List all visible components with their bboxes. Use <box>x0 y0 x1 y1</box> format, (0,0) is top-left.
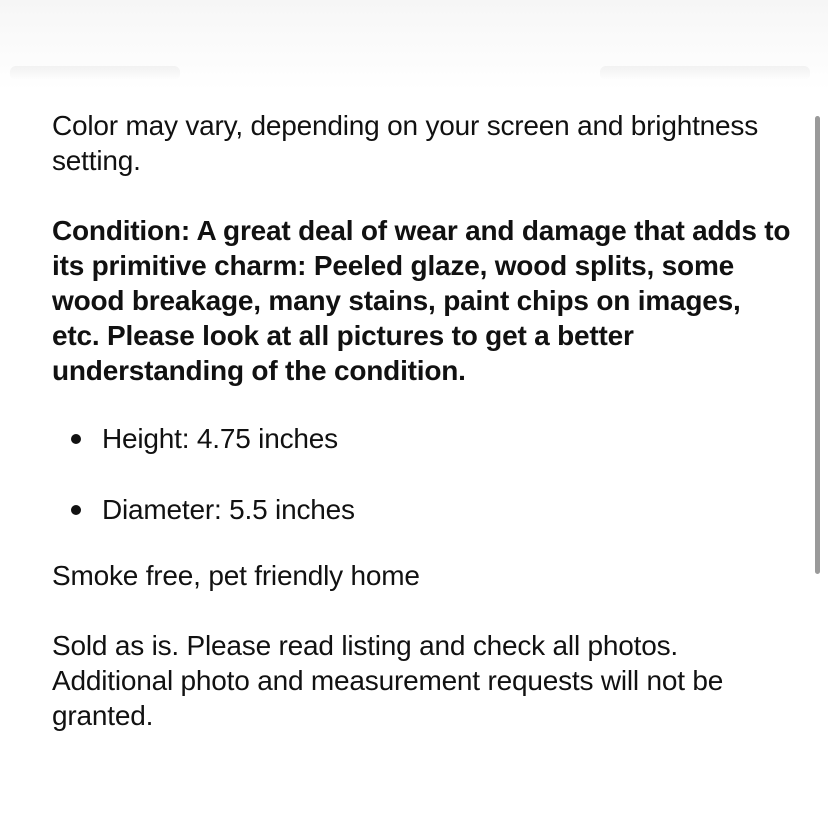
home-note: Smoke free, pet friendly home <box>52 560 420 591</box>
spec-list <box>52 421 792 527</box>
list-item <box>52 492 792 527</box>
sale-terms: Sold as is. Please read listing and check all photos. Additional photo and measurement requests will not be granted. <box>52 630 724 731</box>
condition-text: Condition: A great deal of wear and damage that adds to its primitive charm: Peeled glaze, wood splits, some wood breakage, many stains, paint chips on images, etc. Please look at all pictures to get a better understanding of the condition. <box>52 215 791 386</box>
list-item <box>52 421 792 456</box>
bullet-dot-icon <box>71 434 81 444</box>
spec-height: Height: 4.75 inches <box>102 423 338 454</box>
top-shadow-right <box>600 66 810 80</box>
top-shadow-left <box>10 66 180 80</box>
vertical-scrollbar[interactable] <box>815 116 820 574</box>
bullet-dot-icon <box>71 505 81 515</box>
spec-diameter: Diameter: 5.5 inches <box>102 494 355 525</box>
color-note: Color may vary, depending on your screen and brightness setting. <box>52 110 758 176</box>
item-description <box>52 108 792 733</box>
